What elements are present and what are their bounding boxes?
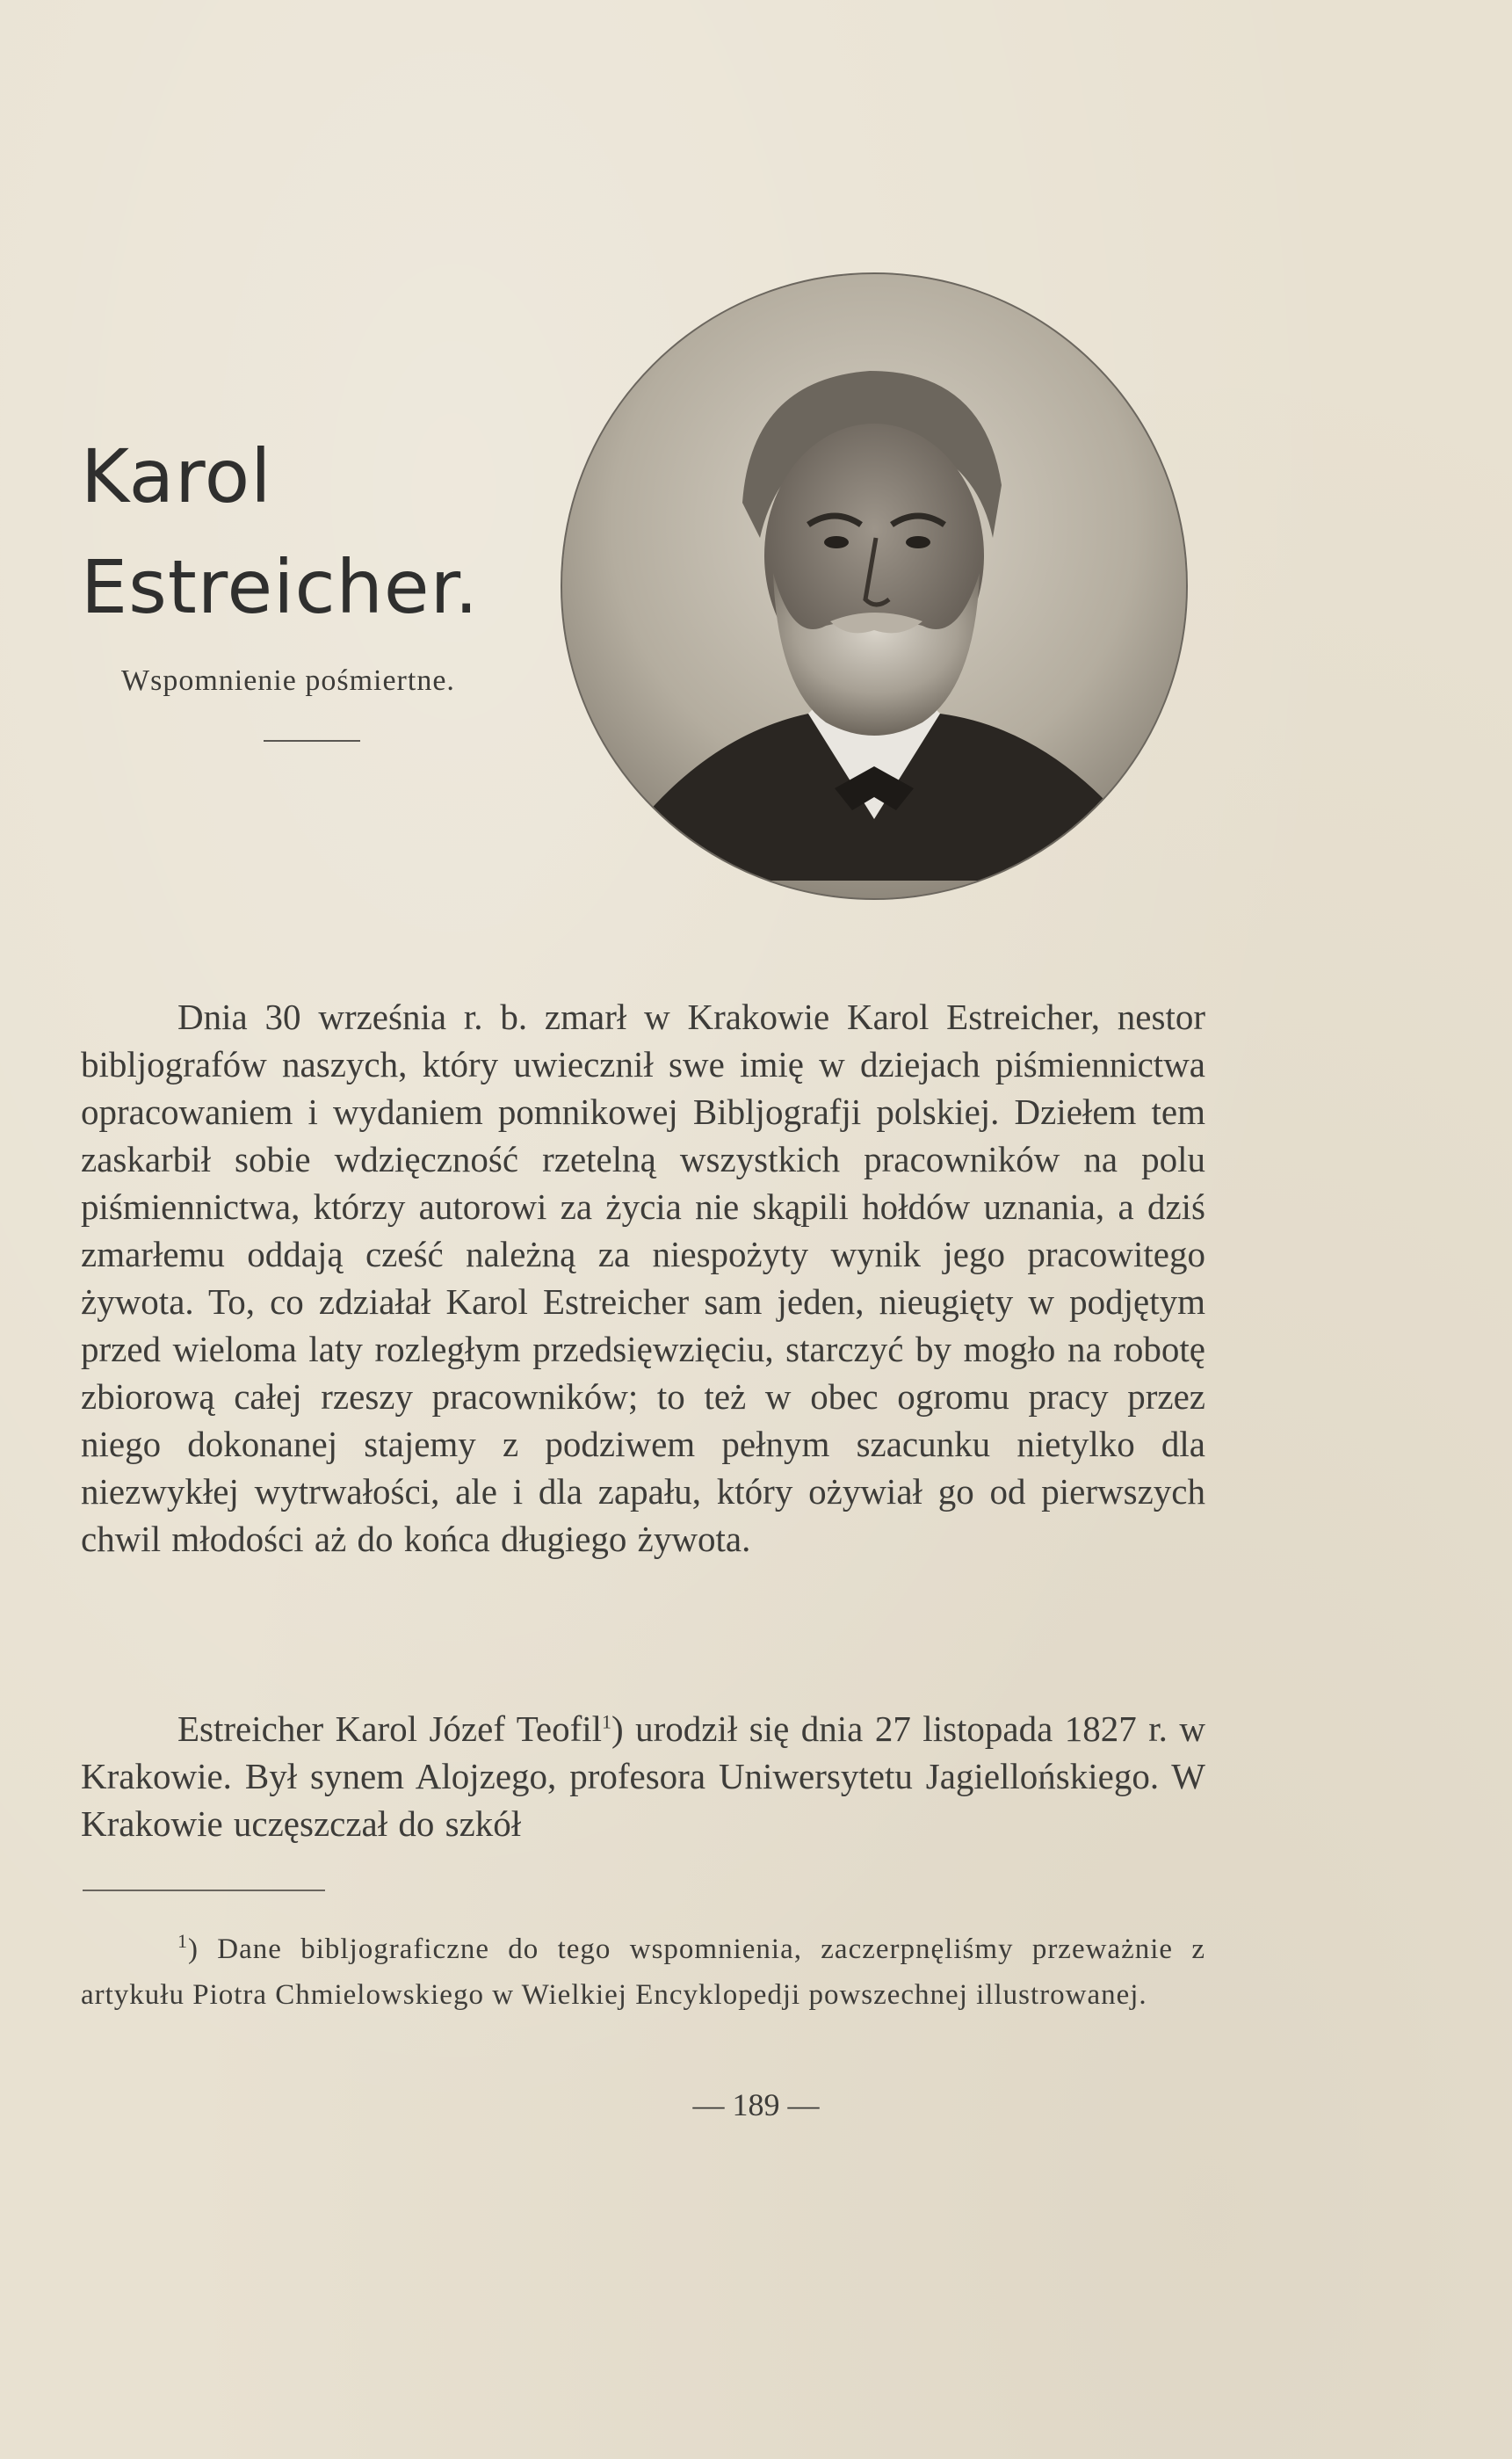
second-paragraph (81, 1705, 1205, 1847)
paragraph-2-rest: ) urodził się dnia 27 listopada 1827 r. w Krakowie. Był synem Alojzego, profesora Uniwersytetu Jagiellońskiego. W Krakowie uczęszczał do szkół (81, 1708, 1205, 1844)
footnote-text: ) Dane bibljograficzne do tego wspomnienia, zaczerpnęliśmy przeważnie z artykułu Piotra Chmielowskiego w Wielkiej Encyklopedji powszechnej illustrowanej. (81, 1933, 1205, 2011)
main-text (81, 993, 1205, 1563)
footnote (81, 1926, 1205, 2018)
subtitle: Wspomnienie pośmiertne. (121, 664, 455, 697)
paragraph-1: Dnia 30 września r. b. zmarł w Krakowie Karol Estreicher, nestor bibljografów naszych, który uwiecznił swe imię w dziejach piśmiennictwa opracowaniem i wydaniem pomnikowej Bibljografji polskiej. Dziełem tem zaskarbił sobie wdzięczność rzetelną wszystkich pracowników na polu piśmiennictwa, którzy autorowi za życia nie skąpili hołdów uznania, a dziś zmarłemu oddają cześć należną za niespożyty wynik jego pracowitego żywota. To, co zdziałał Karol Estreicher sam jeden, nieugięty w podjętym przed wieloma laty rozległym przedsięwzięciu, starczyć by mogło na robotę zbiorową całej rzeszy pracowników; to też w obec ogromu pracy przez niego dokonanej stajemy z podziwem pełnym szacunku nietylko dla niezwykłej wytrwałości, ale i dla zapału, który ożywiał go od pierwszych chwil młodości aż do końca długiego żywota. (81, 997, 1205, 1559)
paragraph-2 (81, 1705, 1205, 1847)
title-divider (264, 740, 360, 742)
paragraph-2-start: Estreicher Karol Józef Teofil (177, 1708, 603, 1749)
page-number: — 189 — (692, 2087, 820, 2122)
footnote-reference[interactable]: 1 (602, 1710, 612, 1733)
footnote-marker: 1 (177, 1930, 188, 1952)
portrait-illustration (562, 274, 1186, 898)
title-first-name: Karol (81, 433, 272, 519)
footnote-divider (83, 1890, 325, 1891)
title-surname: Estreicher. (81, 544, 480, 630)
portrait-photo (561, 272, 1188, 900)
